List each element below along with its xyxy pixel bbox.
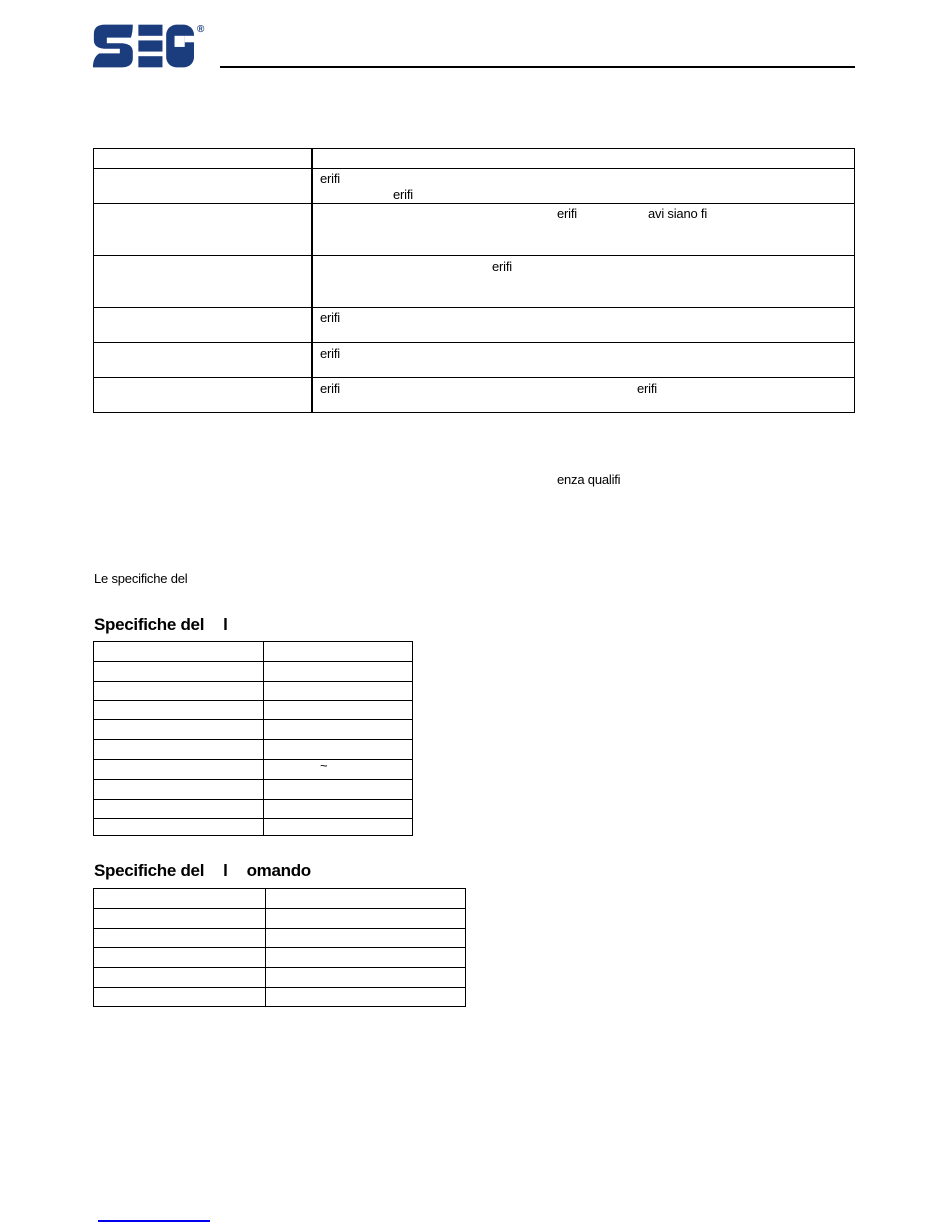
logo-letter-e [138,25,162,36]
seg-logo [92,23,194,69]
table-text-fragment: erifi [557,206,577,221]
footer-link-underline[interactable] [98,1220,210,1222]
header-rule [220,66,855,68]
table-text-fragment: erifi [320,346,340,361]
registered-trademark-icon: ® [197,24,205,35]
main-table [93,148,855,413]
logo-letter-s [93,25,133,68]
intro-text-fragment: Le specifiche del [94,571,188,586]
table-text-fragment: erifi [637,381,657,396]
table-text-fragment: avi siano fi [648,206,708,221]
spec-table-rele [93,641,413,836]
body-text-fragment: enza qualifi [557,472,621,487]
table-text-fragment: erifi [320,310,340,325]
table-text-fragment: erifi [320,381,340,396]
main-table-column-divider [311,149,313,412]
table-cell-tilde: ~ [320,758,328,773]
section-heading-specifiche-rele: Specifiche del l [94,615,228,634]
table-text-fragment: erifi [492,259,512,274]
table-text-fragment: erifi [393,187,413,202]
section-heading-specifiche-rele-comando: Specifiche del l omando [94,861,311,880]
table-text-fragment: erifi [320,171,340,186]
spec-table-rele-comando [93,888,466,1007]
